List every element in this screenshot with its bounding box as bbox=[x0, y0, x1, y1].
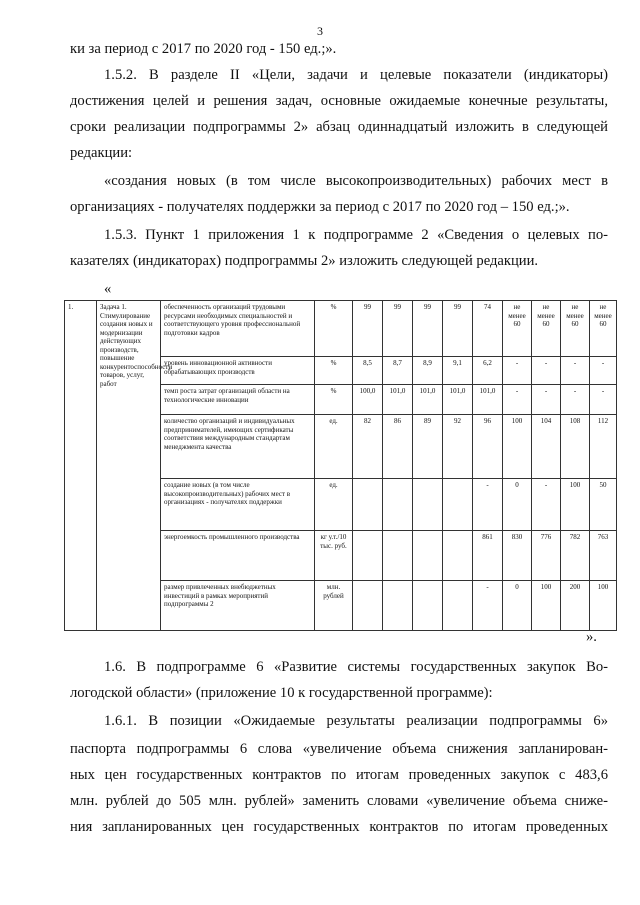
text-line: 1.5.2. В разделе II «Цели, задачи и целевые показатели (индикаторы) bbox=[104, 67, 608, 83]
text-line: сроки реализации подпрограммы 2» абзац одиннадцатый изложить в следующей bbox=[70, 119, 608, 135]
value-cell: 8,7 bbox=[383, 357, 413, 385]
value-cell: - bbox=[561, 385, 590, 415]
text-line: организациях - получателях поддержки за период с 2017 по 2020 год – 150 ед.;». bbox=[70, 199, 570, 215]
value-cell: 100 bbox=[532, 581, 561, 631]
value-cell: 830 bbox=[503, 531, 532, 581]
value-cell: не менее 60 bbox=[532, 301, 561, 357]
value-cell: - bbox=[590, 385, 617, 415]
indicator-name: темп роста затрат организаций области на технологические инновации bbox=[161, 385, 315, 415]
value-cell: - bbox=[532, 479, 561, 531]
value-cell: 101,0 bbox=[443, 385, 473, 415]
value-cell: - bbox=[590, 357, 617, 385]
value-cell: - bbox=[473, 581, 503, 631]
value-cell: - bbox=[561, 357, 590, 385]
unit-cell: % bbox=[315, 357, 353, 385]
unit-cell: кг у.т./10 тыс. руб. bbox=[315, 531, 353, 581]
value-cell: 50 bbox=[590, 479, 617, 531]
value-cell: - bbox=[473, 479, 503, 531]
indicator-name: создание новых (в том числе высокопроизводительных) рабочих мест в организациях - получателях поддержки bbox=[161, 479, 315, 531]
text-line: редакции: bbox=[70, 145, 133, 161]
value-cell bbox=[383, 531, 413, 581]
value-cell bbox=[443, 479, 473, 531]
value-cell: 101,0 bbox=[383, 385, 413, 415]
value-cell: 99 bbox=[443, 301, 473, 357]
unit-cell: млн. рублей bbox=[315, 581, 353, 631]
value-cell: 763 bbox=[590, 531, 617, 581]
value-cell: 861 bbox=[473, 531, 503, 581]
value-cell: не менее 60 bbox=[590, 301, 617, 357]
value-cell: 776 bbox=[532, 531, 561, 581]
value-cell bbox=[443, 531, 473, 581]
value-cell: 99 bbox=[383, 301, 413, 357]
text-line: логодской области» (приложение 10 к государственной программе): bbox=[70, 685, 493, 701]
value-cell: 82 bbox=[353, 415, 383, 479]
text-line: паспорта подпрограммы 6 слова «увеличение объема снижения запланирован- bbox=[70, 741, 608, 757]
value-cell: 101,0 bbox=[413, 385, 443, 415]
indicators-table bbox=[64, 300, 617, 631]
task-cell: Задача 1. Стимулирование создания новых и модернизации действующих производств, повышение конкурентоспособности товаров, услуг, работ bbox=[97, 301, 161, 631]
unit-cell: % bbox=[315, 385, 353, 415]
value-cell: 96 bbox=[473, 415, 503, 479]
indicator-name: обеспеченность организаций трудовыми ресурсами необходимых специальностей и соответствующего уровня профессиональной подготовки кадров bbox=[161, 301, 315, 357]
indicator-name: уровень инновационной активности обрабатывающих производств bbox=[161, 357, 315, 385]
text-line: 1.5.3. Пункт 1 приложения 1 к подпрограмме 2 «Сведения о целевых по- bbox=[104, 227, 608, 243]
value-cell: - bbox=[532, 385, 561, 415]
value-cell: 108 bbox=[561, 415, 590, 479]
value-cell: 100 bbox=[503, 415, 532, 479]
value-cell: 101,0 bbox=[473, 385, 503, 415]
open-quote: « bbox=[104, 281, 112, 297]
indicator-name: размер привлеченных внебюджетных инвестиций в рамках мероприятий подпрограммы 2 bbox=[161, 581, 315, 631]
value-cell: 74 bbox=[473, 301, 503, 357]
value-cell bbox=[413, 479, 443, 531]
page-number: 3 bbox=[317, 24, 323, 38]
value-cell: 112 bbox=[590, 415, 617, 479]
value-cell: 92 bbox=[443, 415, 473, 479]
unit-cell: ед. bbox=[315, 415, 353, 479]
value-cell: 6,2 bbox=[473, 357, 503, 385]
text-line: казателях (индикаторах) подпрограммы 2» изложить следующей редакции. bbox=[70, 253, 539, 269]
value-cell bbox=[383, 581, 413, 631]
unit-cell: ед. bbox=[315, 479, 353, 531]
value-cell: не менее 60 bbox=[561, 301, 590, 357]
value-cell: 200 bbox=[561, 581, 590, 631]
text-line: 1.6.1. В позиции «Ожидаемые результаты реализации подпрограммы 6» bbox=[104, 713, 608, 729]
value-cell: 100,0 bbox=[353, 385, 383, 415]
value-cell: 782 bbox=[561, 531, 590, 581]
value-cell: 8,5 bbox=[353, 357, 383, 385]
value-cell bbox=[413, 531, 443, 581]
text-line: достижения целей и решения задач, основные ожидаемые конечные результаты, bbox=[70, 93, 608, 109]
text-line: ки за период с 2017 по 2020 год - 150 ед.;». bbox=[70, 41, 337, 57]
text-line: 1.6. В подпрограмме 6 «Развитие системы государственных закупок Во- bbox=[104, 659, 608, 675]
value-cell bbox=[383, 479, 413, 531]
value-cell: 86 bbox=[383, 415, 413, 479]
row-number-cell: 1. bbox=[65, 301, 97, 631]
value-cell: не менее 60 bbox=[503, 301, 532, 357]
text-line: «создания новых (в том числе высокопроизводительных) рабочих мест в bbox=[104, 173, 608, 189]
value-cell: - bbox=[503, 385, 532, 415]
value-cell: 0 bbox=[503, 479, 532, 531]
value-cell: 99 bbox=[353, 301, 383, 357]
value-cell bbox=[353, 479, 383, 531]
value-cell: 0 bbox=[503, 581, 532, 631]
value-cell: 100 bbox=[590, 581, 617, 631]
value-cell: 89 bbox=[413, 415, 443, 479]
value-cell: 100 bbox=[561, 479, 590, 531]
text-line: млн. рублей до 505 млн. рублей» заменить словами «увеличение объема сниже- bbox=[70, 793, 608, 809]
text-line: ния запланированных цен государственных контрактов по итогам проведенных bbox=[70, 819, 608, 835]
value-cell bbox=[353, 531, 383, 581]
value-cell: 99 bbox=[413, 301, 443, 357]
value-cell bbox=[413, 581, 443, 631]
value-cell bbox=[443, 581, 473, 631]
indicator-name: энергоемкость промышленного производства bbox=[161, 531, 315, 581]
value-cell: 104 bbox=[532, 415, 561, 479]
value-cell bbox=[353, 581, 383, 631]
close-quote: ». bbox=[586, 629, 597, 645]
text-line: ных цен государственных контрактов по итогам проведенных закупок с 483,6 bbox=[70, 767, 608, 783]
indicator-name: количество организаций и индивидуальных предпринимателей, имеющих сертификаты соответствия международным стандартам менеджмента качества bbox=[161, 415, 315, 479]
value-cell: - bbox=[503, 357, 532, 385]
unit-cell: % bbox=[315, 301, 353, 357]
value-cell: 9,1 bbox=[443, 357, 473, 385]
value-cell: - bbox=[532, 357, 561, 385]
value-cell: 8,9 bbox=[413, 357, 443, 385]
